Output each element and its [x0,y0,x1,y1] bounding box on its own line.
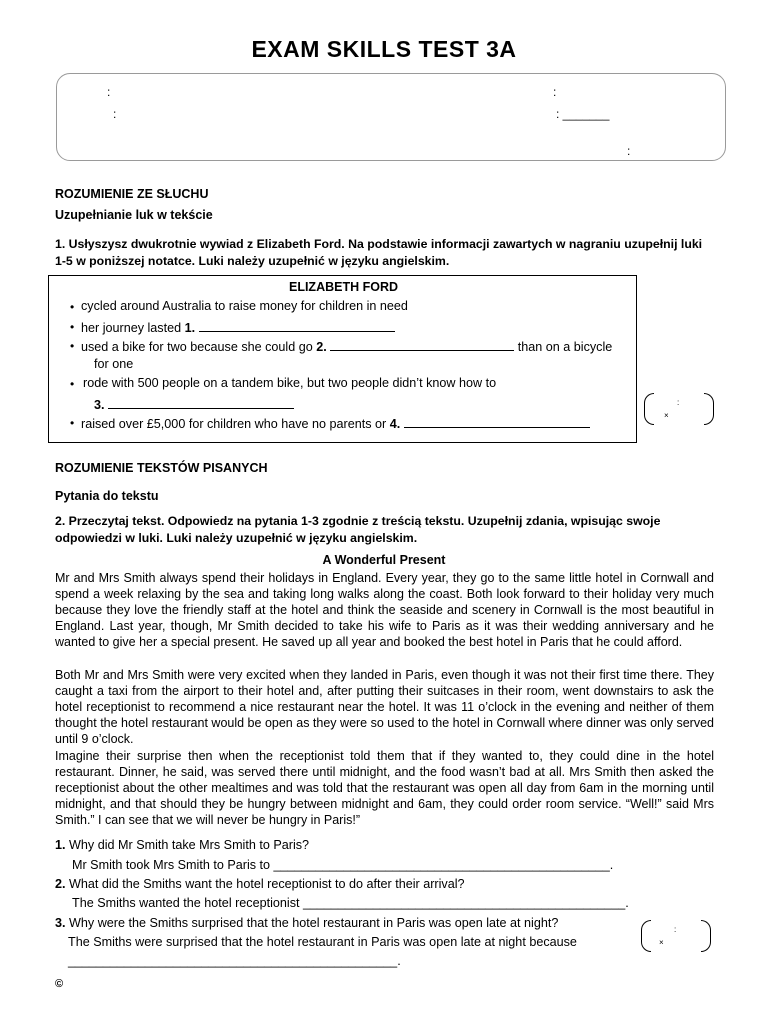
answer-gap-4[interactable] [404,415,590,428]
note-item-4-gap-line: 3. [94,396,294,412]
section-subheading-gap-fill: Uzupełnianie luk w tekście [55,208,213,222]
answer-line-3: The Smiths were surprised that the hotel restaurant in Paris was open late at night because [68,935,577,949]
score-bracket-left [644,393,654,425]
task2-instruction-line1: 2. Przeczytaj tekst. Odpowiedz na pytania 1-3 zgodnie z treścią tekstu. Uzupełnij zdania, wpisując swoje [55,514,661,528]
story-paragraph-1: Mr and Mrs Smith always spend their holidays in England. Every year, they go to the same little hotel in Cornwall and spend a week relaxing by the sea and taking long walks along the coast. Both look forward to their holiday very much because they love the friendly staff at the hotel and think the seaside and scenery in Cornwall is the most beautiful in England. Last year, though, Mr Smith decided to take his wife to Paris as it was their wedding anniversary and he wanted to give her a special present. He saved up all year and booked the best hotel in Paris that he could afford. [55,571,714,650]
note-box [48,275,637,443]
answer-line-2[interactable]: The Smiths wanted the hotel receptionist ______________________________________________. [72,896,629,910]
task2-instruction-line2: odpowiedzi w luki. Luki należy uzupełnić w języku angielskim. [55,531,418,545]
answer-gap-line-3[interactable]: _______________________________________________. [68,954,401,968]
score-times: × [664,411,669,420]
info-colon: : [113,107,117,121]
score-box-task2 [641,920,711,954]
bullet: • [70,377,75,391]
score-bracket-right [701,920,711,952]
note-item-5: raised over £5,000 for children who have no parents or 4. [81,415,590,431]
section-heading-reading: ROZUMIENIE TEKSTÓW PISANYCH [55,461,268,475]
question-3: 3. Why were the Smiths surprised that the hotel restaurant in Paris was open late at night? [55,916,559,930]
score-colon: : [674,925,677,934]
note-item-1: cycled around Australia to raise money for children in need [81,299,408,313]
bullet: • [70,339,75,353]
task1-instruction-line1: 1. Usłyszysz dwukrotnie wywiad z Elizabeth Ford. Na podstawie informacji zawartych w nagraniu uzupełnij luki [55,237,703,251]
note-item-3: used a bike for two because she could go 2. than on a bicycle [81,340,613,354]
story-paragraph-2: Both Mr and Mrs Smith were very excited when they landed in Paris, even though it was not their first time there. They caught a taxi from the airport to their hotel and, after putting their suitcases in their room, went downstairs to ask the hotel receptionist to recommend a nice restaurant near the hotel. It was 11 o’clock in the evening and neither of them thought the hotel restaurant would be open as they were so used to the hotel in Cornwall where dinner was only served until 9 o’clock. [55,668,714,747]
score-colon: : [677,398,680,407]
answer-line-1[interactable]: Mr Smith took Mrs Smith to Paris to ________________________________________________. [72,858,614,872]
answer-gap-3[interactable] [108,396,294,409]
bullet: • [70,320,75,334]
question-1: 1. Why did Mr Smith take Mrs Smith to Paris? [55,838,310,852]
copyright-mark: © [55,978,64,990]
answer-gap-1[interactable] [199,319,395,332]
score-box-task1 [644,393,714,427]
score-bracket-right [704,393,714,425]
note-item-2: her journey lasted 1. [81,319,395,335]
page-title: EXAM SKILLS TEST 3A [251,36,517,62]
info-colon: : [627,144,631,158]
note-item-4: rode with 500 people on a tandem bike, but two people didn’t know how to [83,376,497,390]
score-bracket-left [641,920,651,952]
score-times: × [659,938,664,947]
bullet: • [70,416,75,430]
note-title: ELIZABETH FORD [288,280,399,294]
info-colon: : [107,85,111,99]
story-title: A Wonderful Present [322,553,446,567]
section-subheading-questions: Pytania do tekstu [55,489,159,503]
student-info-box [56,73,726,161]
task1-instruction-line2: 1-5 w poniższej notatce. Luki należy uzupełnić w języku angielskim. [55,254,450,268]
question-2: 2. What did the Smiths want the hotel receptionist to do after their arrival? [55,877,465,891]
bullet: • [70,300,75,314]
answer-gap-2[interactable] [330,338,514,351]
info-colon-line[interactable]: : _______ [556,107,610,121]
story-paragraph-3: Imagine their surprise then when the receptionist told them that if they wanted to, they could dine in the hotel restaurant. Dinner, he said, was served there until midnight, and the food wasn’t bad at all. Mrs Smith then asked the receptionist about the other mealtimes and was told that the restaurant was open all day from 6am in the morning until midnight, and that should they be hungry between midnight and 6am, they could order room service. “Well!” said Mrs Smith.” I can see that we will never be hungry in Paris!” [55,749,714,828]
section-heading-listening: ROZUMIENIE ZE SŁUCHU [55,187,209,201]
info-colon: : [553,85,557,99]
note-item-3-continued: for one [94,357,134,371]
